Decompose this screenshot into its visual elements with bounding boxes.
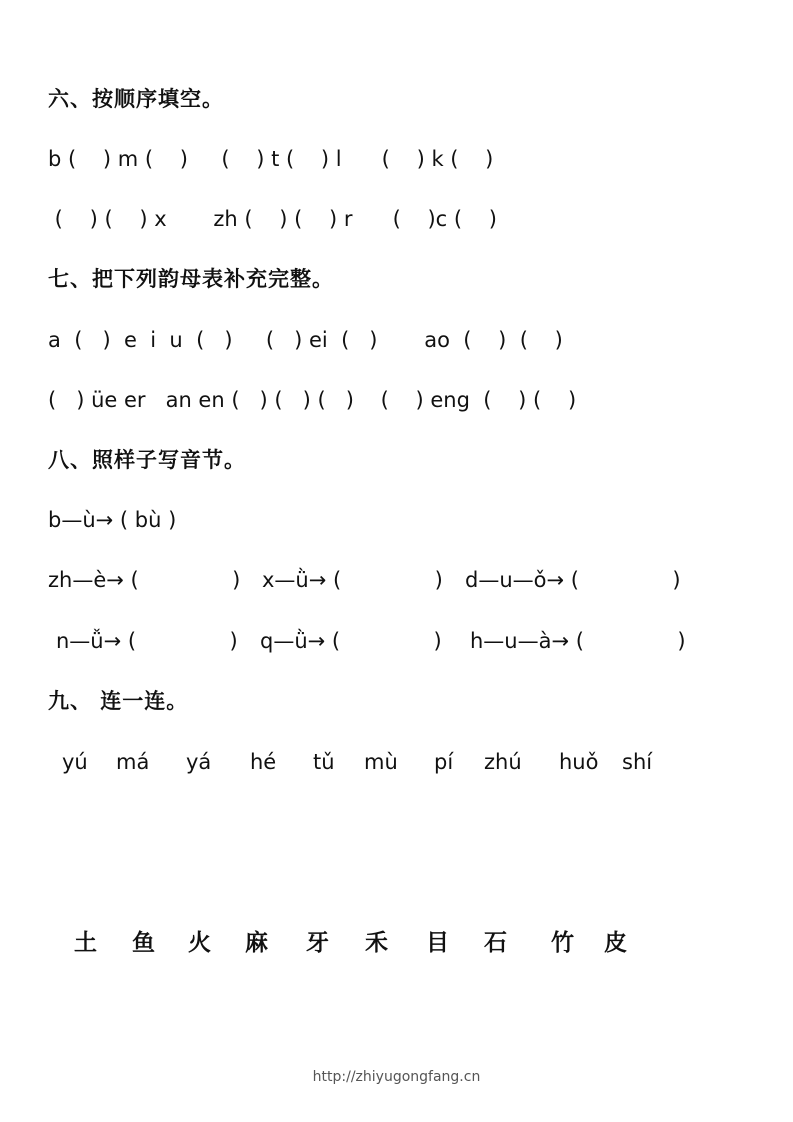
pinyin-word: tǔ: [313, 750, 335, 774]
hanzi-character: 竹: [551, 930, 574, 956]
pinyin-word: yú: [62, 750, 88, 774]
pinyin-word: hé: [250, 750, 277, 774]
hanzi-character: 目: [426, 930, 449, 956]
hanzi-character: 皮: [604, 930, 627, 956]
hanzi-character: 石: [484, 930, 507, 956]
section-7-heading: 七、把下列韵母表补充完整。: [48, 267, 334, 291]
syllable-exercise: h—u—à→ ( ): [470, 629, 686, 653]
hanzi-character: 鱼: [132, 930, 155, 956]
section-7-line-1: a ( ) e i u ( ) ( ) ei ( ) ao ( ) ( ): [48, 328, 563, 352]
section-8-heading: 八、照样子写音节。: [48, 448, 246, 472]
section-9-heading: 九、 连一连。: [48, 689, 189, 713]
footer-url: http://zhiyugongfang.cn: [312, 1069, 481, 1085]
hanzi-character: 禾: [365, 930, 388, 956]
section-6-heading: 六、按顺序填空。: [48, 87, 224, 111]
section-8-example: b—ù→ ( bù ): [48, 508, 177, 532]
pinyin-word: má: [116, 750, 150, 774]
section-6-line-2: ( ) ( ) x zh ( ) ( ) r ( )c ( ): [48, 207, 497, 231]
syllable-exercise: x—ǜ→ ( ): [262, 568, 443, 592]
syllable-exercise: n—ǚ→ ( ): [56, 629, 238, 653]
syllable-exercise: zh—è→ ( ): [48, 568, 241, 592]
section-7-line-2: ( ) üe er an en ( ) ( ) ( ) ( ) eng ( ) ( ): [48, 388, 577, 412]
pinyin-word: pí: [434, 750, 454, 774]
section-6-line-1: b ( ) m ( ) ( ) t ( ) l ( ) k ( ): [48, 147, 494, 171]
hanzi-character: 火: [188, 930, 211, 956]
pinyin-word: mù: [364, 750, 398, 774]
hanzi-character: 牙: [306, 930, 329, 956]
hanzi-character: 土: [74, 930, 97, 956]
hanzi-character: 麻: [245, 930, 268, 956]
pinyin-word: zhú: [484, 750, 522, 774]
pinyin-word: huǒ: [559, 750, 599, 774]
pinyin-word: shí: [622, 750, 653, 774]
pinyin-word: yá: [186, 750, 212, 774]
syllable-exercise: q—ǜ→ ( ): [260, 629, 442, 653]
syllable-exercise: d—u—ǒ→ ( ): [465, 568, 681, 592]
